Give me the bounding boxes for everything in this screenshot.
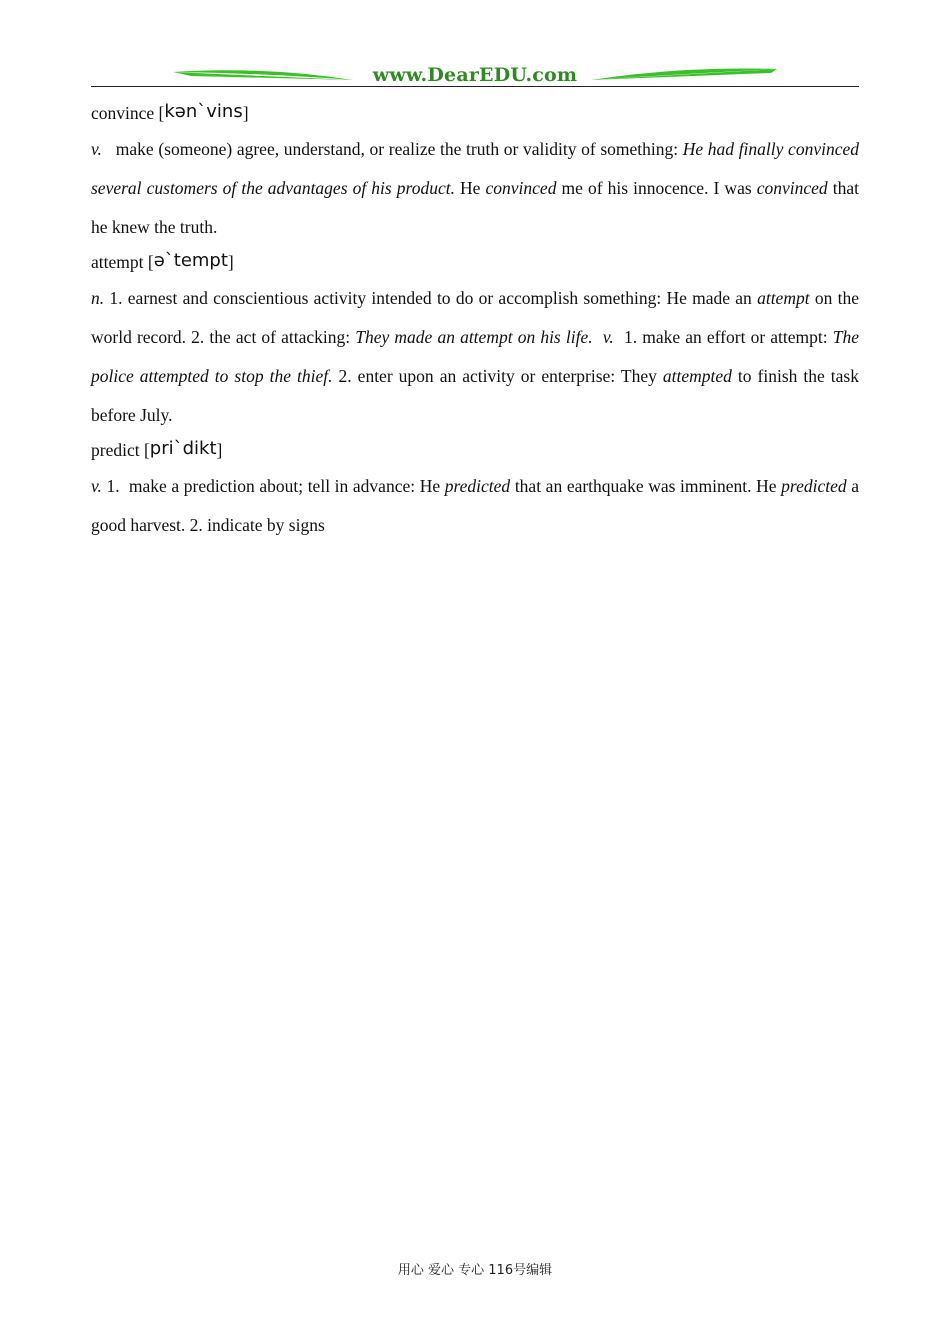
def-segment: They made an attempt on his life. — [355, 327, 593, 347]
entry-predict — [91, 435, 859, 545]
def-segment: v. — [602, 327, 614, 347]
phonetic: kən`vins — [164, 101, 243, 122]
def-segment: He — [454, 178, 486, 198]
def-segment: make (someone) agree, understand, or realize the truth or validity of something: — [101, 139, 683, 159]
def-segment: The police attempted to stop the thief. — [91, 327, 859, 386]
def-segment: attempt — [757, 288, 810, 308]
headword: predict — [91, 440, 140, 460]
header-rule — [91, 86, 859, 87]
def-segment: v. — [91, 139, 102, 159]
page-footer: 用心 爱心 专心 116号编辑 — [397, 1263, 553, 1278]
close-bracket: ] — [242, 103, 249, 123]
close-bracket: ] — [216, 440, 223, 460]
def-segment: that he knew the truth. — [91, 178, 859, 237]
def-segment: 1. earnest and conscientious activity intended to do or accomplish something: He made an — [104, 288, 758, 308]
def-segment: 1. make an effort or attempt: — [613, 327, 833, 347]
def-segment: He had finally convinced several customers of the advantages of his product. — [91, 139, 859, 198]
def-segment: that an earthquake was imminent. He — [510, 476, 782, 496]
def-segment: me of his innocence. I was — [556, 178, 757, 198]
def-segment: attempted — [662, 366, 732, 386]
entry-attempt — [91, 247, 859, 435]
open-bracket: [ — [154, 103, 165, 123]
entry-convince — [91, 98, 859, 247]
dictionary-content — [91, 98, 859, 545]
def-segment: to finish the task before July. — [91, 366, 859, 425]
def-segment: on the world record. 2. the act of attacking: — [91, 288, 859, 347]
phonetic: pri`dikt — [149, 438, 217, 459]
definition — [91, 279, 859, 435]
entry-headword-line — [91, 247, 859, 277]
page-header — [91, 62, 859, 92]
def-segment: 1. make a prediction about; tell in advance: He — [101, 476, 445, 496]
entry-headword-line — [91, 98, 859, 128]
def-segment: a good harvest. 2. indicate by signs — [91, 476, 859, 535]
def-segment: 2. enter upon an activity or enterprise: They — [332, 366, 663, 386]
def-segment — [593, 327, 603, 347]
def-segment: convinced — [485, 178, 557, 198]
definition — [91, 467, 859, 545]
def-segment: v. — [91, 476, 102, 496]
entry-headword-line — [91, 435, 859, 465]
phonetic: ə`tempt — [153, 250, 228, 271]
def-segment: n. — [91, 288, 105, 308]
headword: convince — [91, 103, 155, 123]
headword: attempt — [91, 252, 144, 272]
open-bracket: [ — [143, 252, 154, 272]
open-bracket: [ — [139, 440, 150, 460]
close-bracket: ] — [227, 252, 234, 272]
site-logo-text: www.DearEDU.com — [372, 64, 578, 86]
definition — [91, 130, 859, 247]
def-segment: predicted — [444, 476, 511, 496]
def-segment: predicted — [781, 476, 847, 496]
def-segment: convinced — [756, 178, 828, 198]
